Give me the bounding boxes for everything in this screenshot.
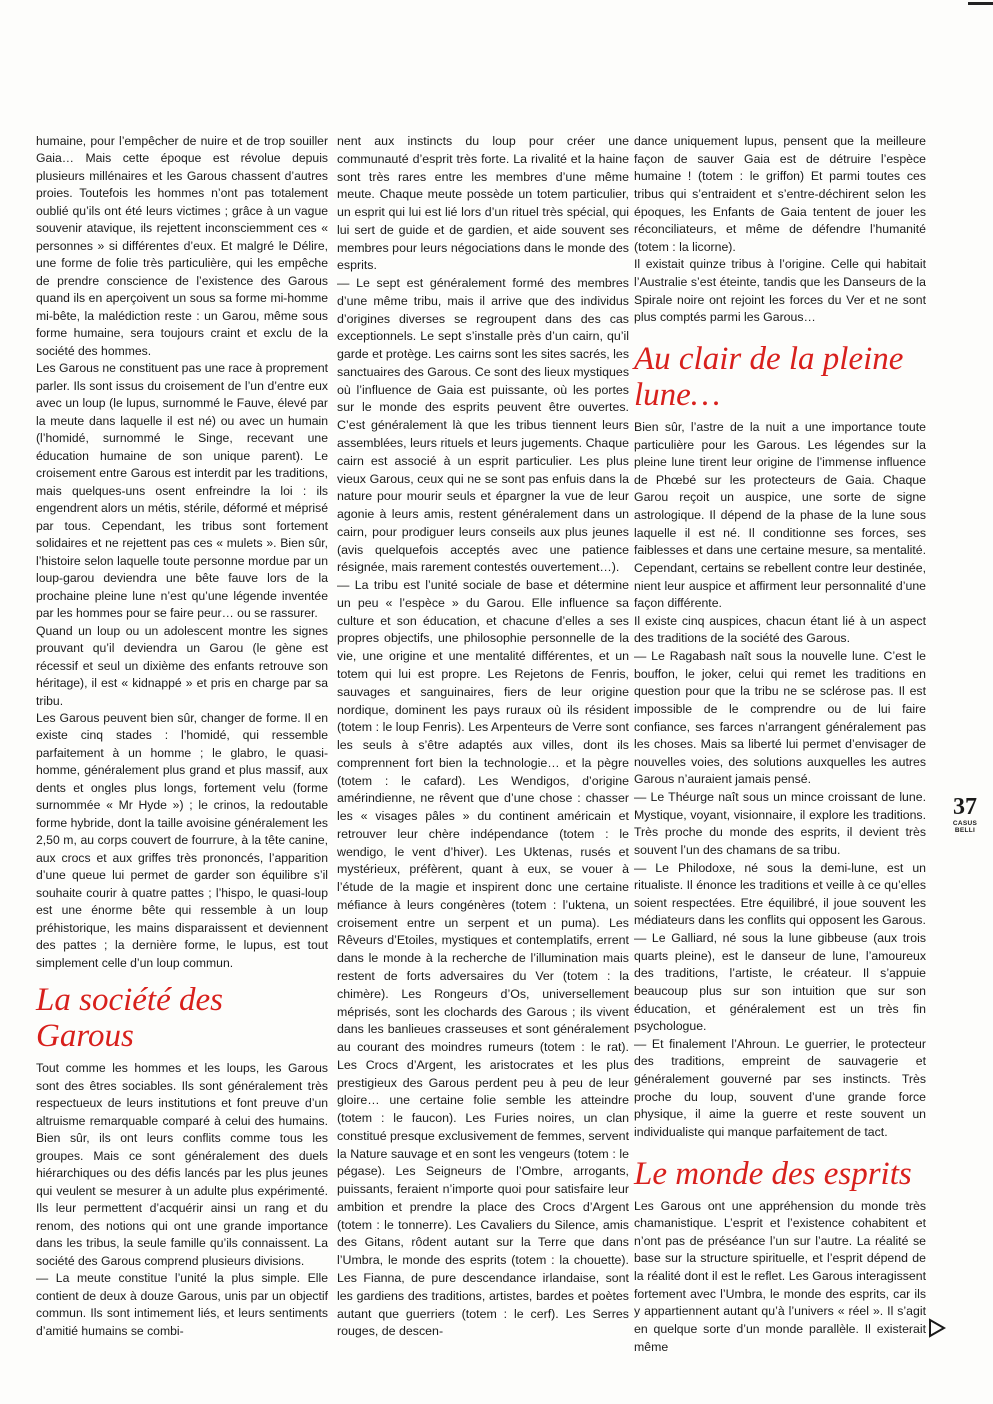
crop-mark [968, 2, 993, 5]
paragraph: Il existe cinq auspices, chacun étant lié à un aspect des traditions de la société des Garous. [634, 613, 926, 646]
section-heading-pleine-lune: Au clair de la pleine lune… [634, 340, 904, 413]
paragraph: — Le Ragabash naît sous la nouvelle lune. C’est le bouffon, le joker, celui qui remet les traditions en question pour que la tribu ne se sclérose pas. Il est impossible de le comprendre ou de lui faire confiance, ses farces n’arrangent généralement pas les choses. Mais sa liberté lui permet d’envisager de nouvelles voies, des solutions auxquelles les autres Garous n’auraient jamais pensé. [634, 649, 926, 787]
column-3 [634, 133, 926, 1356]
paragraph: — Le Théurge naît sous un mince croissant de lune. Mystique, voyant, visionnaire, il explore les traditions. Très proche du monde des esprits, il devient très souvent l’un des chamans de sa tribu. [634, 790, 926, 857]
paragraph: nent aux instincts du loup pour créer une communauté d’esprit très forte. La rivalité et la haine sont très rares entre les membres d’une même meute. Chaque meute possède un totem particulier, un esprit qui lui est lié lors d’un rituel très spécial, qui lui sert de guide et de gardien, et aide souvent ses membres pour leurs négociations dans le monde des esprits. [337, 134, 629, 273]
paragraph: — Le Philodoxe, né sous la demi-lune, est un ritualiste. Il énonce les traditions et veille à ce qu’elles soient respectées. Etre équilibré, il joue souvent les médiateurs dans les conflits qui opposent les Garous. [634, 860, 926, 928]
paragraph: dance uniquement lupus, pensent que la meilleure façon de sauver Gaia est de détruire l’espèce humaine ! (totem : le griffon) Et parmi toutes ces tribus qui s’entraident et s’entre-déchirent selon les époques, les Enfants de Gaia tentent de jouer les réconciliateurs, et même de défendre l’humanité (totem : la licorne). [634, 134, 926, 254]
continue-arrow-icon [928, 1318, 946, 1338]
paragraph: — Et finalement l’Ahroun. Le guerrier, le protecteur des traditions, empreint de sauvagerie et généralement gouverné par ses instincts. Très proche du loup, souvent d’une grande force physique, il aime la guerre et reste souvent un individualiste qui manque parfaitement de tact. [634, 1036, 926, 1139]
column-2 [337, 133, 629, 1341]
section-heading-monde-esprits: Le monde des esprits [634, 1155, 912, 1192]
paragraph: Les Garous ont une appréhension du monde très chamanistique. L’esprit et l’existence cohabitent et n’ont pas de préséance l’un sur l’autre. La réalité se base sur la structure spirituelle, et l’esprit dépend de la réalité dont il est le reflet. Les Garous interagissent fortement avec l’Umbra, le monde des esprits, car ils y appartiennent autant qu’à l’univers « réel ». Il s’agit en quelque sorte d’un monde parallèle. Il existerait même [634, 1198, 926, 1354]
magazine-name: CASUS BELLI [952, 820, 978, 834]
section-heading-societe: La société des Garous [36, 982, 223, 1055]
paragraph: Les Garous peuvent bien sûr, changer de forme. Il en existe cinq stades : l’homidé, qui ressemble parfaitement à un homme ; le glabro, le quasi-homme, généralement plus grand et plus massif, aux dents et ongles plus longs, fortement velu (forme surnommée « Mr Hyde ») ; le crinos, la redoutable forme hybride, dont la taille avoisine généralement les 2,50 m, au corps couvert de fourrure, à la tête canine, aux crocs et aux griffes très prononcés, l’apparition d’une queue lui permet de garder son équilibre s’il souhaite courir à quatre pattes ; l’hispo, le quasi-loup est une énorme bête qui ressemble à un loup préhistorique, les mains disparaissent et deviennent des pattes ; la dernière forme, le lupus, est tout simplement celle d’un loup commun. [36, 710, 328, 970]
paragraph: — La meute constitue l’unité la plus simple. Elle contient de deux à douze Garous, unis par un objectif commun. Ils sont intimement liés, et leurs sentiments d’amitié humains se combi- [36, 1271, 328, 1338]
paragraph: Les Garous ne constituent pas une race à proprement parler. Ils sont issus du croisement de l’un d’entre eux avec un loup (le lupus, surnommé le Fauve, élevé par la meute dans laquelle il est né) ou avec un humain (l’homidé, surnommé le Singe, recevant une éducation humaine de son unique parent). Le croisement entre Garous est interdit par les traditions, mais quelques-uns osent enfreindre la loi : ils engendrent alors un métis, stérile, déformé et méprisé par tous. Cependant, les tribus sont fortement solidaires et ne rejettent pas ces « mulets ». Bien sûr, l’histoire selon laquelle toute personne mordue par un loup-garou deviendra une bête fauve lors de la prochaine pleine lune n’est qu’une légende inventée par les hommes pour se faire peur… ou se rassurer. [36, 361, 329, 621]
paragraph: — La tribu est l’unité sociale de base et détermine un peu « l’espèce » du Garou. Elle influence sa culture et son éducation, et chacune d’elles a ses propres objectifs, une philosophie personnelle de la vie, une origine et une mentalité différentes, et un totem qui lui est propre. Les Rejetons de Fenris, sauvages et sanguinaires, fiers de leur origine nordique, dominent les pays ruraux où ils résident (totem : le loup Fenris). Les Arpenteurs de Verre sont les seuls à s’être adaptés aux villes, dont ils comprennent fort bien la technologie… et la pègre (totem : le cafard). Les Wendigos, d’origine amérindienne, ne rêvent que d’une chose : chasser les « visages pâles » du continent américain et retrouver leur chère indépendance (totem : le wendigo, le vent d’hiver). Les Uktenas, rusés et mystérieux, préfèrent, quant à eux, se vouer à l’étude de la magie et inspirent donc une certaine méfiance à leurs congénères (totem : l’uktena, un croisement entre un serpent et un puma). Les Rêveurs d’Etoiles, mystiques et contemplatifs, errent dans le monde à la recherche de l’illumination mais restent de forts adversaires du Ver (totem : la chimère). Les Rongeurs d’Os, universellement méprisés, sont les clochards des Garous ; ils vivent dans les banlieues crasseuses et sont généralement au courant des moindres rumeurs (totem : le rat). Les Crocs d’Argent, les aristocrates et les plus prestigieux des Garous perdent peu à peu de leur gloire… une certaine folie semble les atteindre (totem : le faucon). Les Furies noires, un clan constitué presque exclusivement de femmes, servent la Nature sauvage et en sont les vengeurs (totem : le pégase). Les Seigneurs de l’Ombre, arrogants, puissants, feraient n’importe quoi pour satisfaire leur ambition et prendre la place des Crocs d’Argent (totem : le tonnerre). Les Cavaliers du Silence, amis des Gitans, rôdent autant sur la Terre que dans l’Umbra, le monde des esprits (totem : la chouette). Les Fianna, de pure descendance irlandaise, sont les gardiens des traditions, artistes, bardes et poètes autant que guerriers (totem : le cerf). Les Serres rouges, de descen- [337, 578, 630, 1339]
paragraph: humaine, pour l’empêcher de nuire et de trop souiller Gaia… Mais cette époque est révolue depuis plusieurs millénaires et les Garous chassent d’autres proies. Toutefois les hommes n’ont pas totalement oublié qu’ils ont été leurs victimes ; grâce à un vague souvenir atavique, ils rejettent inconsciemment ces « personnes » si différentes d’eux. Et malgré le Délire, une forme de folie très particulière, qui les empêche de prendre conscience de l’existence des Garous quand ils en aperçoivent un sous sa forme mi-homme mi-bête, la malédiction reste : un Garou, même sous forme humaine, sera toujours craint et exclu de la société des hommes. [36, 134, 328, 358]
page-folio [943, 795, 987, 834]
paragraph: — Le Galliard, né sous la lune gibbeuse (aux trois quarts pleine), est le danseur de lune, l’amoureux des traditions, l’artiste, le créateur. Il s’appuie beaucoup plus sur son intuition que sur son éducation, et généralement est un très fin psychologue. [634, 931, 926, 1034]
page-number: 37 [953, 794, 977, 820]
paragraph: Il existait quinze tribus à l’origine. Celle qui habitait l’Australie s’est éteinte, tandis que les Danseurs de la Spirale noire ont rejoint les forces du Ver et ne sont plus comptés parmi les Garous… [634, 257, 926, 325]
paragraph: — Le sept est généralement formé des membres d’une même tribu, mais il arrive que des individus d’origines diverses se regroupent dans des cas exceptionnels. Le sept s’installe près d’un cairn, qu’il garde et protège. Les cairns sont les sites sacrés, les sanctuaires des Garous. Ce sont des lieux mystiques où l’influence de Gaia est puissante, où les portes sur le monde des esprits peuvent être ouvertes. C’est généralement là que les tribus tiennent leurs assemblées, leurs rituels et leurs jugements. Chaque cairn est associé à un esprit particulier. Les plus vieux Garous, ceux qui ne se sont pas enfuis dans la nature pour mourir seuls et épargner la vue de leur agonie à leurs amis, restent généralement dans un cairn, pour prodiguer leurs conseils aux plus jeunes (avis quelquefois acceptés avec une patience résignée, mais rarement contestés ouvertement…). [337, 276, 630, 575]
paragraph: Bien sûr, l’astre de la nuit a une importance toute particulière pour les Garous. Les légendes sur la pleine lune tirent leur origine de l’immense influence de Phœbé sur les protecteurs de Gaia. Chaque Garou reçoit un auspice, une sorte de signe astrologique. Il dépend de la phase de la lune sous laquelle il est né. Il conditionne ses forces, ses faiblesses et dans une certaine mesure, sa mentalité. Cependant, certains se rebellent contre leur destinée, nient leur auspice et affirment leur personnalité d’une façon différente. [634, 419, 926, 611]
column-1 [36, 133, 328, 1340]
paragraph: Quand un loup ou un adolescent montre les signes prouvant qu’il deviendra un Garou (le gène est récessif et seul un dixième des enfants retrouve son héritage), il est « kidnappé » et pris en charge par sa tribu. [36, 623, 328, 708]
paragraph: Tout comme les hommes et les loups, les Garous sont des êtres sociables. Ils sont généralement très respectueux de leurs institutions et font preuve d’un altruisme remarquable comparé à celui des humains. Bien sûr, ils ont leurs conflits comme tous les groupes. Mais ce sont généralement des duels hiérarchiques ou des défis lancés par les plus jeunes qui veulent se mesurer à un adulte plus expérimenté. Ils leur permettent d’acquérir ainsi un rang et du renom, des notions qui ont une grande importance dans les tribus, la seule famille qu’ils connaissent. La société des Garous comprend plusieurs divisions. [36, 1061, 328, 1268]
